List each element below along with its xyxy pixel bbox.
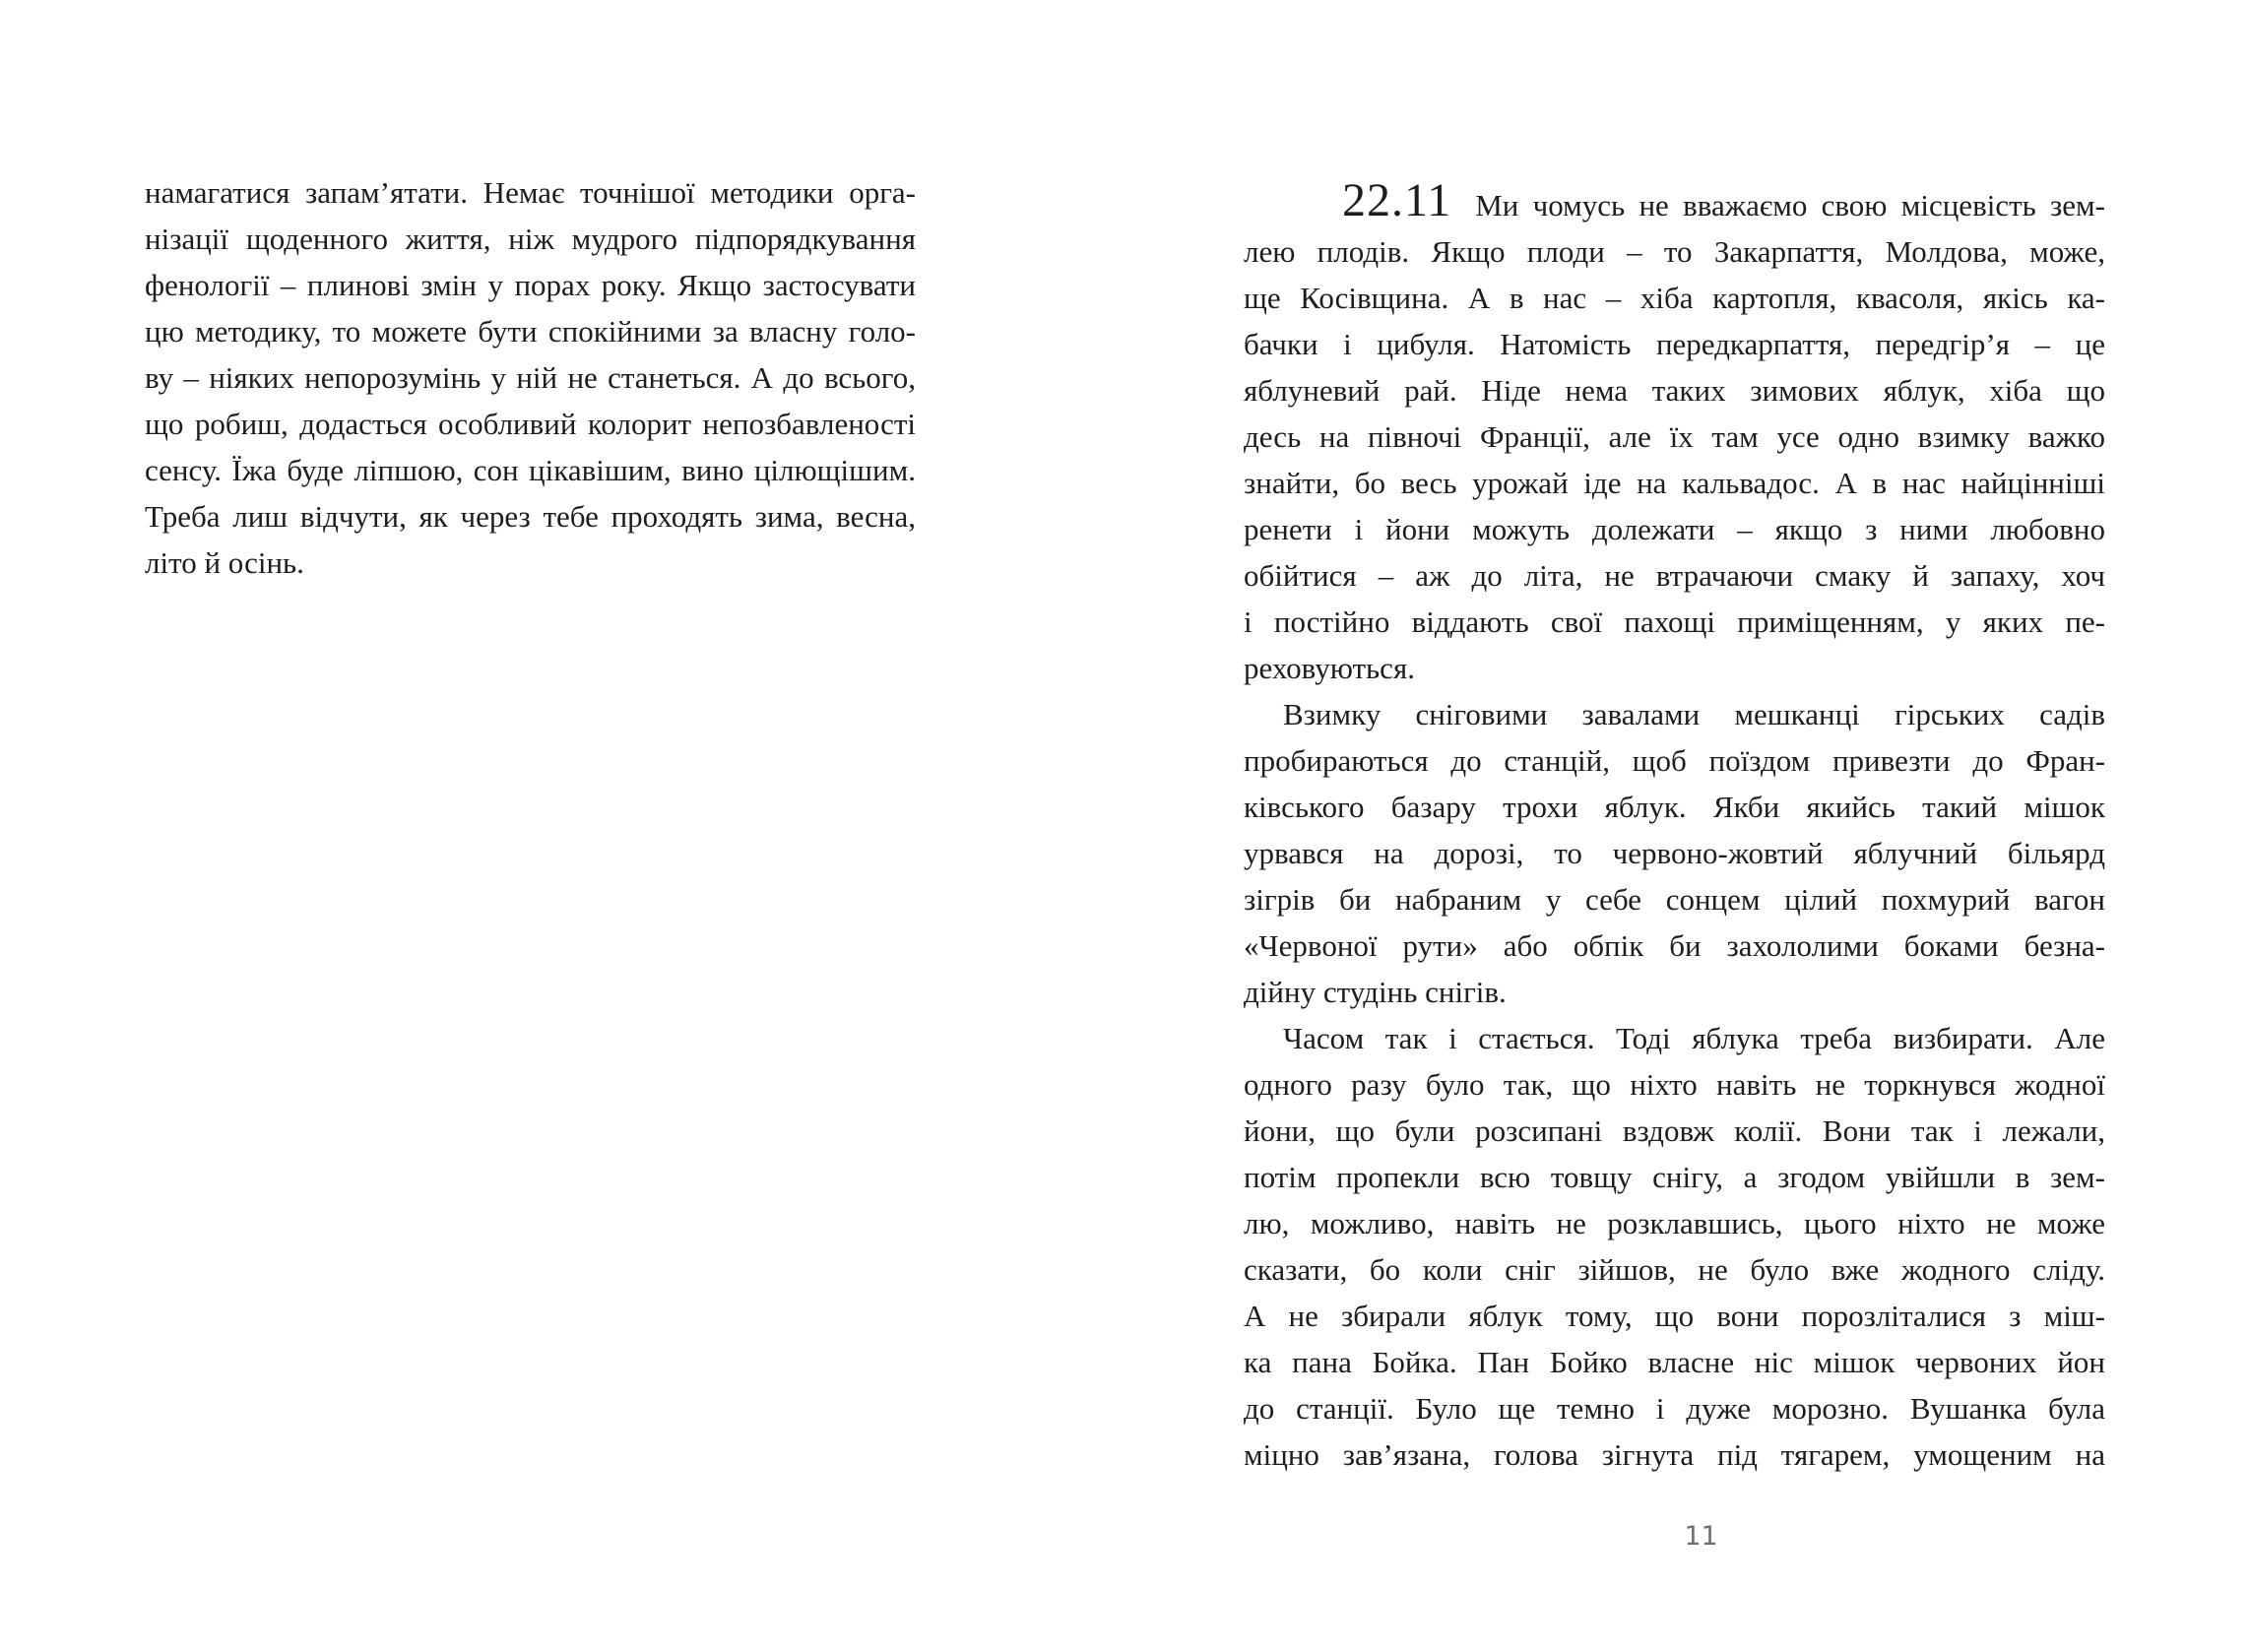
text-line: бачки і цибуля. Натомість передкарпаття, передгір’я – це: [1244, 327, 2105, 361]
text-line: сказати, бо коли сніг зійшов, не було вже жодного сліду.: [1244, 1252, 2105, 1287]
text-line: знайти, бо весь урожай іде на кальвадос. А в нас найцінніші: [1244, 466, 2105, 500]
paragraph: [1244, 1015, 2105, 1478]
text-line: фенології – плинові змін у порах року. Якщо застосувати: [145, 268, 916, 302]
text-line: ка пана Бойка. Пан Бойко власне ніс мішок червоних йон: [1244, 1345, 2105, 1379]
paragraph: [1244, 174, 2105, 691]
text-line: обійтися – аж до літа, не втрачаючи смаку й запаху, хоч: [1244, 558, 2105, 593]
text-line: йони, що були розсипані вздовж колії. Вони так і лежали,: [1244, 1113, 2105, 1148]
paragraph-lines: [1244, 228, 2105, 691]
text-line: до станції. Було ще темно і дуже морозно. Вушанка була: [1244, 1391, 2105, 1426]
text-line: що робиш, додасться особливий колорит непозбавленості: [145, 407, 916, 441]
text-line: сенсу. Їжа буде ліпшою, сон цікавішим, вино цілющішим.: [145, 453, 916, 487]
text-line: десь на півночі Франції, але їх там усе одно взимку важко: [1244, 419, 2105, 454]
text-line: А не збирали яблук тому, що вони порозліталися з міш-: [1244, 1299, 2105, 1333]
text-line: лею плодів. Якщо плоди – то Закарпаття, Молдова, може,: [1244, 234, 2105, 269]
text-line: одного разу було так, що ніхто навіть не торкнувся жодної: [1244, 1067, 2105, 1102]
left-page: [145, 169, 916, 586]
text-line: ренети і йони можуть долежати – якщо з ними любовно: [1244, 512, 2105, 546]
section-first-line-text: Ми чомусь не вважаємо свою місцевість зем-: [1475, 188, 2105, 222]
text-line: «Червоної рути» або обпік би захололими боками безна-: [1244, 928, 2105, 963]
section-heading-line: [1244, 174, 2105, 228]
text-line: реховуються.: [1244, 651, 1415, 685]
text-line: урвався на дорозі, то червоно-жовтий яблучний більярд: [1244, 836, 2105, 870]
text-line: міцно зав’язана, голова зігнута під тягарем, умощеним на: [1244, 1437, 2105, 1472]
text-line: потім пропекли всю товщу снігу, а згодом увійшли в зем-: [1244, 1160, 2105, 1194]
text-line: ще Косівщина. А в нас – хіба картопля, квасоля, якісь ка-: [1244, 281, 2105, 315]
section-number: 22.11: [1342, 174, 1452, 226]
text-line: літо й осінь.: [145, 545, 304, 580]
text-line: Взимку сніговими завалами мешканці гірських садів: [1283, 697, 2105, 731]
text-line: яблуневий рай. Ніде нема таких зимових яблук, хіба що: [1244, 373, 2105, 408]
text-line: зігрів би набраним у себе сонцем цілий похмурий вагон: [1244, 882, 2105, 917]
text-line: і постійно віддають свої пахощі приміщенням, у яких пе-: [1244, 604, 2105, 639]
paragraph: [1244, 691, 2105, 1015]
text-line: намагатися запам’ятати. Немає точнішої методики орга-: [145, 175, 916, 210]
text-line: лю, можливо, навіть не розклавшись, цього ніхто не може: [1244, 1206, 2105, 1240]
text-line: дійну студінь снігів.: [1244, 975, 1507, 1009]
text-line: Треба лиш відчути, як через тебе проходять зима, весна,: [145, 499, 916, 534]
text-line: ву – ніяких непорозумінь у ній не станеться. А до всього,: [145, 360, 916, 395]
right-page: [1244, 174, 2105, 1478]
text-line: цю методику, то можете бути спокійними за власну голо-: [145, 314, 916, 349]
text-line: ківського базару трохи яблук. Якби якийсь такий мішок: [1244, 790, 2105, 824]
page-number: 11: [1684, 1521, 1718, 1552]
text-line: Часом так і стається. Тоді яблука треба визбирати. Але: [1283, 1021, 2105, 1055]
text-line: пробираються до станцій, щоб поїздом привезти до Фран-: [1244, 743, 2105, 778]
text-line: нізації щоденного життя, ніж мудрого підпорядкування: [145, 222, 916, 256]
paragraph: [145, 169, 916, 586]
